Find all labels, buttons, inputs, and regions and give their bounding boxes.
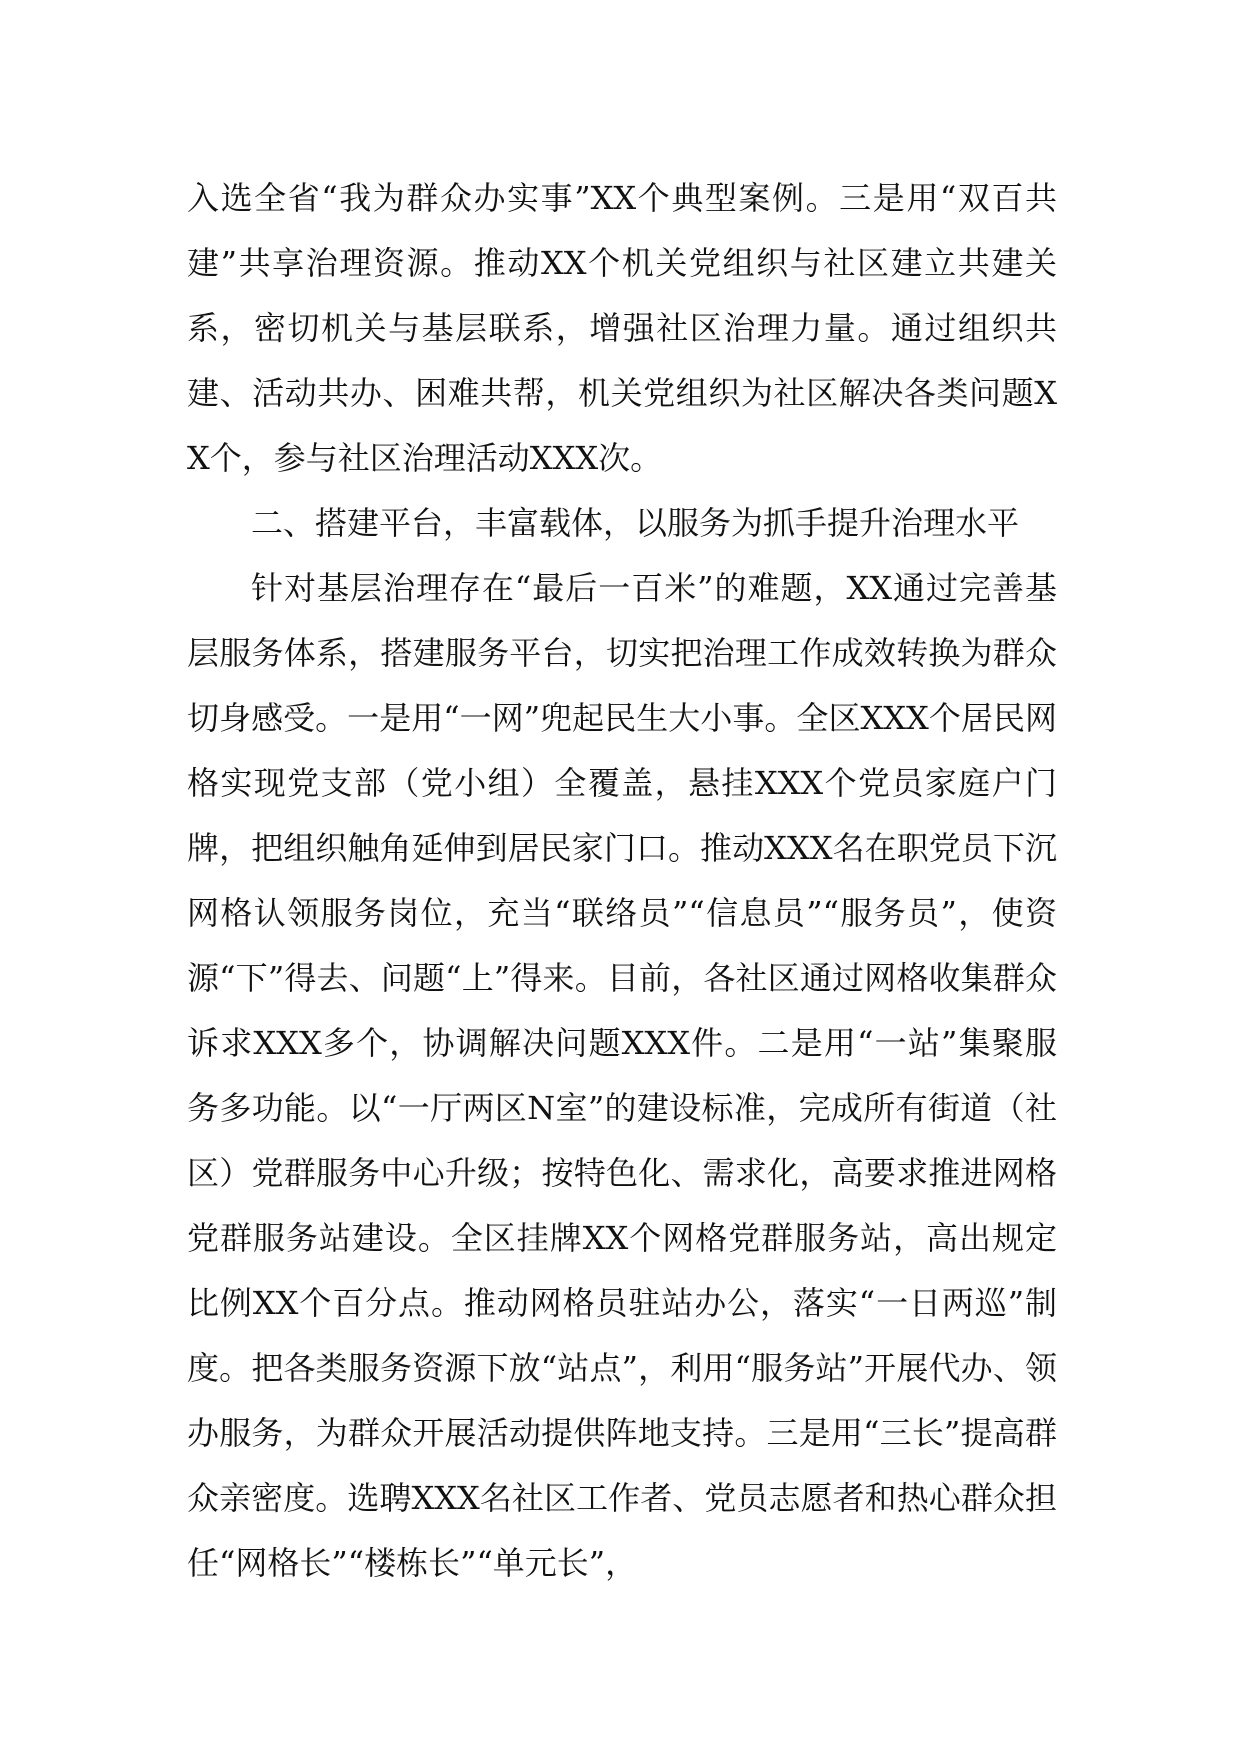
body-text	[187, 166, 1057, 1596]
section-heading: 二、搭建平台，丰富载体，以服务为抓手提升治理水平	[251, 504, 1020, 542]
paragraph-continued: 入选全省“我为群众办实事”XX个典型案例。三是用“双百共建”共享治理资源。推动XX个机关党组织与社区建立共建关系，密切机关与基层联系，增强社区治理力量。通过组织共建、活动共办、困难共帮，机关党组织为社区解决各类问题XX个，参与社区治理活动XXX次。	[187, 179, 1057, 477]
paragraph-body: 针对基层治理存在“最后一百米”的难题，XX通过完善基层服务体系，搭建服务平台，切实把治理工作成效转换为群众切身感受。一是用“一网”兜起民生大小事。全区XXX个居民网格实现党支部（党小组）全覆盖，悬挂XXX个党员家庭户门牌，把组织触角延伸到居民家门口。推动XXX名在职党员下沉网格认领服务岗位，充当“联络员”“信息员”“服务员”，使资源“下”得去、问题“上”得来。目前，各社区通过网格收集群众诉求XXX多个，协调解决问题XXX件。二是用“一站”集聚服务多功能。以“一厅两区N室”的建设标准，完成所有街道（社区）党群服务中心升级；按特色化、需求化，高要求推进网格党群服务站建设。全区挂牌XX个网格党群服务站，高出规定比例XX个百分点。推动网格员驻站办公，落实“一日两巡”制度。把各类服务资源下放“站点”，利用“服务站”开展代办、领办服务，为群众开展活动提供阵地支持。三是用“三长”提高群众亲密度。选聘XXX名社区工作者、党员志愿者和热心群众担任“网格长”“楼栋长”“单元长”，	[187, 569, 1057, 1582]
